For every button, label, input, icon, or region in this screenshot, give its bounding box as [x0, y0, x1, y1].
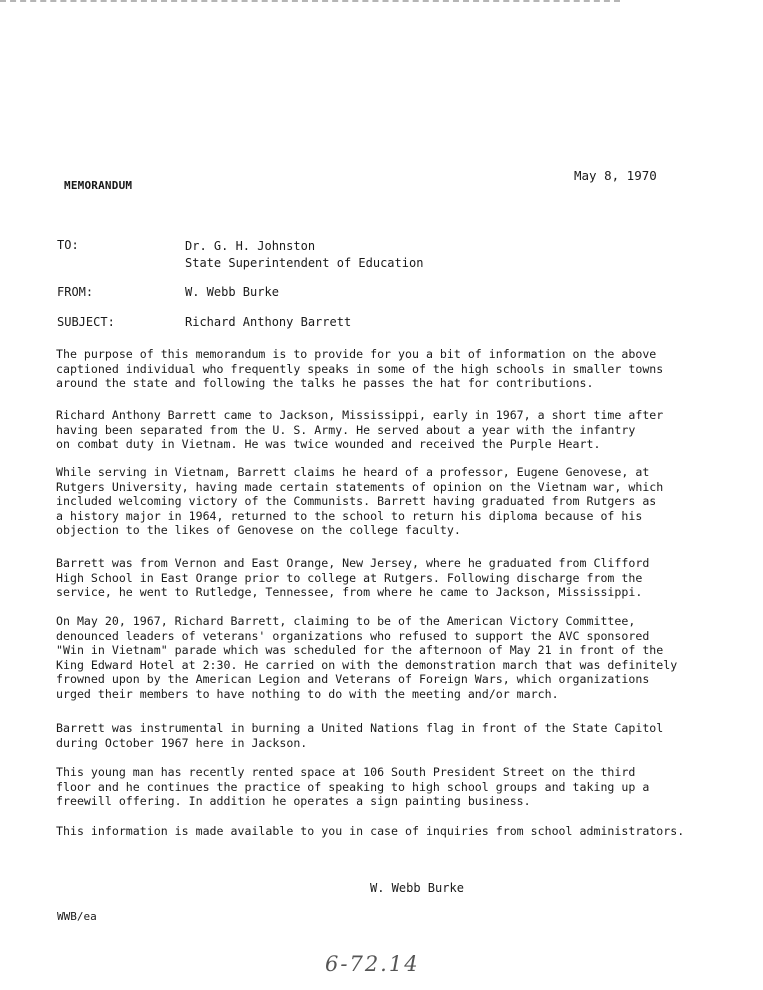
to-title: State Superintendent of Education — [185, 256, 424, 270]
body-paragraph: On May 20, 1967, Richard Barrett, claiming to be of the American Victory Committee, denounced leaders of veterans' organizations who refused to support the AVC sponsored "Win in Vietnam" parade which was scheduled for the afternoon of May 21 in front of the King Edward Hotel at 2:30. He carried on with the demonstration march that was definitely frowned upon by the American Legion and Veterans of Foreign Wars, which organizations urged their members to have nothing to do with the meeting and/or march. — [56, 614, 678, 701]
body-paragraph: This young man has recently rented space at 106 South President Street on the third floor and he continues the practice of speaking to high school groups and taking up a freewill offering. In addition he operates a sign painting business. — [56, 765, 650, 809]
body-paragraph: This information is made available to you in case of inquiries from school administrators. — [56, 824, 685, 838]
to-recipient — [185, 238, 423, 272]
memo-date: May 8, 1970 — [574, 168, 657, 183]
handwritten-file-number: 6-72.14 — [325, 952, 420, 976]
body-paragraph: Richard Anthony Barrett came to Jackson, Mississippi, early in 1967, a short time after having been separated from the U. S. Army. He served about a year with the infantry on combat duty in Vietnam. He was twice wounded and received the Purple Heart. — [56, 408, 664, 452]
body-paragraph: The purpose of this memorandum is to provide for you a bit of information on the above captioned individual who frequently speaks in some of the high schools in smaller towns around the state and following the talks he passes the hat for contributions. — [56, 347, 664, 391]
from-name: W. Webb Burke — [185, 285, 279, 299]
signature-name: W. Webb Burke — [370, 881, 464, 895]
typist-initials: WWB/ea — [57, 910, 97, 923]
body-paragraph: While serving in Vietnam, Barrett claims he heard of a professor, Eugene Genovese, at Rutgers University, having made certain statements of opinion on the Vietnam war, which included welcoming victory of the Communists. Barrett having graduated from Rutgers as a history major in 1964, returned to the school to return his diploma because of his objection to the likes of Genovese on the college faculty. — [56, 465, 664, 538]
from-label: FROM: — [57, 285, 94, 299]
top-dashed-rule — [0, 0, 620, 2]
subject-text: Richard Anthony Barrett — [185, 315, 352, 329]
to-name: Dr. G. H. Johnston — [185, 239, 316, 253]
memo-title: MEMORANDUM — [64, 179, 133, 192]
body-paragraph: Barrett was from Vernon and East Orange, New Jersey, where he graduated from Clifford High School in East Orange prior to college at Rutgers. Following discharge from the service, he went to Rutledge, Tennessee, from where he came to Jackson, Mississippi. — [56, 556, 650, 600]
body-paragraph: Barrett was instrumental in burning a United Nations flag in front of the State Capitol during October 1967 here in Jackson. — [56, 721, 664, 750]
to-label: TO: — [57, 238, 79, 252]
subject-label: SUBJECT: — [57, 315, 115, 329]
